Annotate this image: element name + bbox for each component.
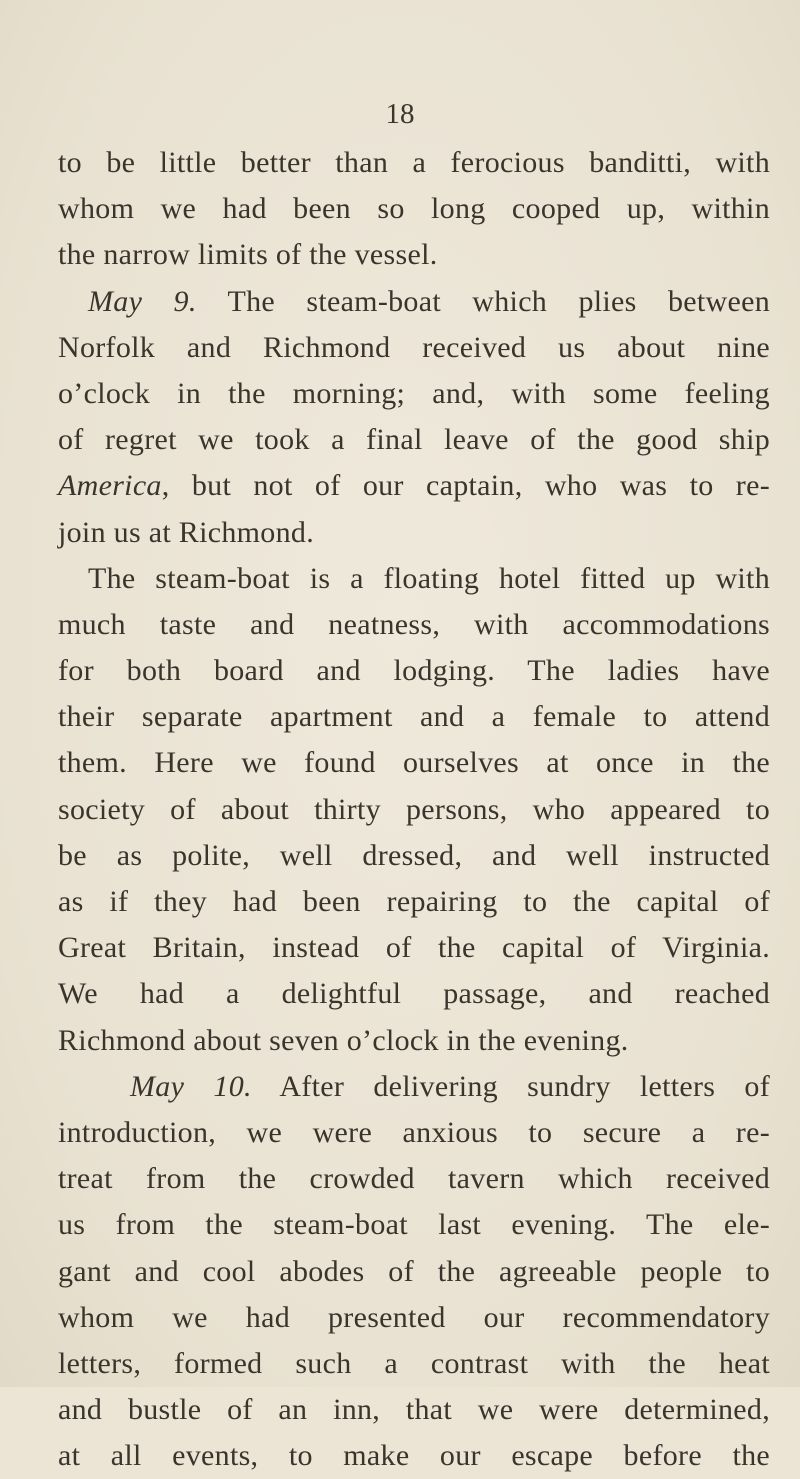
text-line: [58, 371, 770, 417]
text-run: The steam-boat is a floating hotel fitted up with: [88, 561, 770, 595]
text-line: [58, 463, 770, 509]
text-run: their separate apartment and a female to attend: [58, 700, 770, 734]
text-run: We had a delightful passage, and reached: [58, 977, 770, 1011]
text-line: [58, 833, 770, 879]
text-run: whom we had been so long cooped up, within: [58, 192, 770, 226]
text-run: o’clock in the morning; and, with some feeling: [58, 376, 770, 410]
text-run: the narrow limits of the vessel.: [58, 238, 438, 272]
text-run: much taste and neatness, with accommodations: [58, 607, 770, 641]
text-line: [58, 1249, 770, 1295]
text-run: as if they had been repairing to the capital of: [58, 885, 770, 918]
text-line: [58, 325, 770, 371]
text-line: [58, 602, 770, 648]
text-run: for both board and lodging. The ladies have: [58, 654, 770, 688]
text-line: [58, 1202, 770, 1248]
text-line: [58, 186, 770, 232]
text-line: [58, 556, 770, 602]
text-line: [58, 648, 770, 694]
text-line: [58, 1156, 770, 1202]
text-line: [58, 1110, 770, 1156]
text-run: introduction, we were anxious to secure a re-: [58, 1115, 770, 1149]
text-line: [58, 740, 770, 786]
text-run: The steam-boat which plies between: [196, 284, 771, 318]
text-run: whom we had presented our recommendatory: [58, 1300, 770, 1334]
italic-text: America: [58, 469, 162, 503]
text-run: gant and cool abodes of the agreeable people to: [58, 1254, 770, 1288]
text-line: [58, 1018, 770, 1064]
text-run: us from the steam-boat last evening. The ele-: [58, 1208, 770, 1242]
italic-text: May 10.: [130, 1069, 252, 1103]
text-line: [58, 1387, 770, 1433]
body-text: [58, 140, 770, 1479]
text-line: [58, 879, 770, 925]
text-line: [58, 1064, 770, 1110]
text-run: to be little better than a ferocious banditti, with: [58, 146, 770, 179]
text-run: treat from the crowded tavern which received: [58, 1162, 770, 1196]
text-line: [58, 787, 770, 833]
text-line: [58, 925, 770, 971]
text-run: at all events, to make our escape before the: [58, 1439, 770, 1473]
text-run: , but not of our captain, who was to re-: [161, 469, 770, 503]
italic-text: May 9.: [88, 284, 197, 318]
page-number: 18: [385, 98, 415, 130]
text-line: [58, 232, 770, 278]
text-line: [58, 510, 770, 556]
text-run: and bustle of an inn, that we were determined,: [58, 1393, 770, 1427]
text-run: letters, formed such a contrast with the heat: [58, 1346, 770, 1380]
text-line: [58, 279, 770, 325]
text-run: After delivering sundry letters of: [251, 1069, 771, 1103]
text-line: [58, 1341, 770, 1387]
text-run: Norfolk and Richmond received us about nine: [58, 330, 770, 364]
text-run: society of about thirty persons, who appeared to: [58, 792, 770, 826]
text-line: [58, 417, 770, 463]
text-line: [58, 694, 770, 740]
text-line: [58, 1295, 770, 1341]
text-run: join us at Richmond.: [58, 515, 314, 549]
text-run: them. Here we found ourselves at once in the: [58, 746, 770, 780]
text-line: [58, 971, 770, 1017]
text-run: of regret we took a final leave of the good ship: [58, 423, 770, 457]
text-line: [58, 140, 770, 186]
text-run: be as polite, well dressed, and well instructed: [58, 838, 770, 872]
text-run: Great Britain, instead of the capital of Virginia.: [58, 931, 770, 965]
text-line: [58, 1433, 770, 1479]
text-run: Richmond about seven o’clock in the evening.: [58, 1023, 629, 1057]
